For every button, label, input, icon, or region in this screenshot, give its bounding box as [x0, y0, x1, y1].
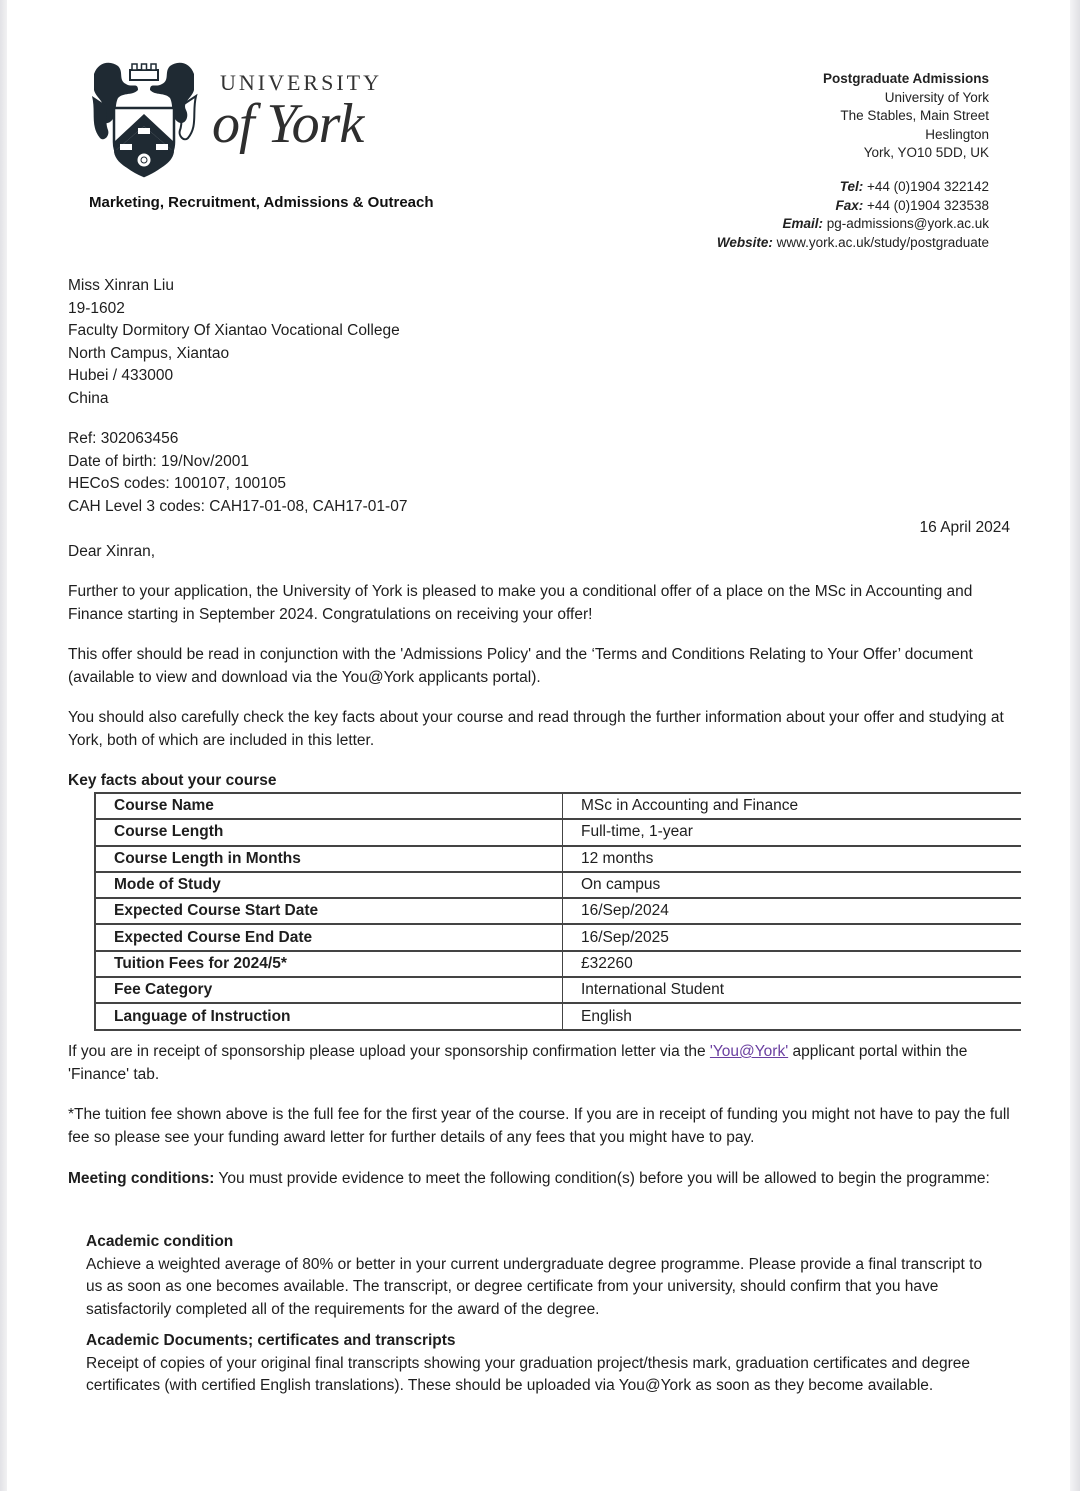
wordmark-university: UNIVERSITY — [220, 70, 382, 95]
sender-address-line: Heslington — [925, 126, 989, 142]
university-logo — [88, 56, 408, 181]
value-cell: MSc in Accounting and Finance — [563, 793, 1022, 819]
wordmark-of-york: of York — [212, 93, 364, 155]
meeting-conditions-text: You must provide evidence to meet the following condition(s) before you will be allowed to begin the programme: — [214, 1170, 990, 1187]
key-cell: Expected Course Start Date — [95, 898, 563, 924]
recipient-address-line: North Campus, Xiantao — [68, 344, 230, 362]
key-cell: Course Name — [95, 793, 563, 819]
website-value: www.york.ac.uk/study/postgraduate — [776, 234, 989, 250]
table-row — [95, 872, 1021, 898]
letter-date: 16 April 2024 — [919, 519, 1010, 536]
key-cell: Mode of Study — [95, 872, 563, 898]
paragraph-meeting-conditions — [68, 1168, 1018, 1191]
contact-fax — [717, 197, 989, 216]
website-label: Website: — [716, 234, 773, 250]
contact-email — [717, 215, 989, 234]
paragraph-offer: Further to your application, the University of York is pleased to make you a conditional offer of a place on the MSc in Accounting and Finance starting in September 2024. Congratulations on receiving your offer! — [68, 583, 973, 623]
value-cell: English — [563, 1003, 1022, 1029]
value-cell: International Student — [563, 977, 1022, 1003]
key-cell: Tuition Fees for 2024/5* — [95, 951, 563, 977]
table-row — [95, 951, 1021, 977]
page-edge-right — [1070, 0, 1080, 1491]
table-row — [95, 819, 1021, 845]
email-value: pg-admissions@york.ac.uk — [826, 216, 989, 232]
condition-documents — [86, 1330, 986, 1398]
sponsorship-text: If you are in receipt of sponsorship please upload your sponsorship confirmation letter via the — [68, 1043, 710, 1060]
email-label: Email: — [782, 216, 823, 232]
key-cell: Course Length — [95, 819, 563, 845]
sender-address-line: York, YO10 5DD, UK — [863, 145, 989, 161]
hecos-codes: HECoS codes: 100107, 100105 — [68, 475, 287, 492]
condition-heading: Academic Documents; certificates and transcripts — [86, 1332, 456, 1349]
sender-address-line: University of York — [884, 89, 989, 105]
paragraph-key-facts-intro: You should also carefully check the key facts about your course and read through the further information about your offer and studying at York, both of which are included in this letter. — [68, 709, 1004, 749]
value-cell: 12 months — [563, 846, 1022, 872]
value-cell: 16/Sep/2024 — [563, 898, 1022, 924]
sender-address-line: The Stables, Main Street — [840, 108, 989, 124]
key-cell: Language of Instruction — [95, 1003, 563, 1029]
table-row — [95, 977, 1021, 1003]
recipient-address-line: China — [68, 389, 109, 407]
key-facts-title: Key facts about your course — [68, 772, 277, 789]
sender-address — [823, 70, 989, 163]
paragraph-sponsorship — [68, 1041, 1018, 1086]
contact-website — [717, 234, 989, 253]
meeting-conditions-label: Meeting conditions: — [68, 1170, 215, 1187]
condition-text: Receipt of copies of your original final transcripts showing your graduation project/thesis mark, graduation certificates and degree certificates (with certified English translations). These should be uploaded via You@York as soon as they become available. — [86, 1354, 970, 1394]
table-row — [95, 1003, 1021, 1029]
salutation: Dear Xinran, — [68, 543, 156, 560]
sender-office: Postgraduate Admissions — [822, 71, 989, 86]
fax-value: +44 (0)1904 323538 — [867, 197, 989, 213]
recipient-address — [68, 275, 400, 410]
table-row — [95, 924, 1021, 950]
key-cell: Course Length in Months — [95, 846, 563, 872]
sponsorship-text-end: applicant portal within the 'Finance' tab. — [68, 1043, 968, 1083]
university-crest-icon — [88, 56, 200, 178]
recipient-address-line: Hubei / 433000 — [68, 367, 174, 384]
page-edge-left — [0, 0, 7, 1491]
recipient-name: Miss Xinran Liu — [68, 277, 174, 294]
fax-label: Fax: — [835, 197, 864, 213]
value-cell: Full-time, 1-year — [563, 819, 1022, 845]
paragraph-fee-note: *The tuition fee shown above is the full fee for the first year of the course. If you are in receipt of funding you might not have to pay the full fee so please see your funding award letter for further details of any fees that you might have to pay. — [68, 1106, 1010, 1146]
sender-contact — [717, 178, 989, 252]
applicant-references — [68, 428, 407, 518]
tel-label: Tel: — [839, 179, 864, 194]
date-of-birth: Date of birth: 19/Nov/2001 — [68, 452, 249, 470]
value-cell: On campus — [563, 872, 1022, 898]
table-row — [95, 846, 1021, 872]
table-row — [95, 898, 1021, 924]
key-cell: Expected Course End Date — [95, 924, 563, 950]
table-row — [95, 793, 1021, 819]
key-cell: Fee Category — [95, 977, 563, 1003]
paragraph-policy: This offer should be read in conjunction with the 'Admissions Policy' and the ‘Terms and Conditions Relating to Your Offer’ document (available to view and download via the You@York applicants portal). — [68, 646, 973, 686]
cah-codes: CAH Level 3 codes: CAH17-01-08, CAH17-01-07 — [68, 497, 408, 515]
condition-academic — [86, 1231, 986, 1321]
condition-text: Achieve a weighted average of 80% or better in your current undergraduate degree programme. Please provide a final transcript to us as soon as one becomes available. The transcript, or degree certificate from your university, should confirm that you have satisfactorily completed all of the requirements for the award of the degree. — [86, 1255, 983, 1318]
you-at-york-link[interactable]: 'You@York' — [709, 1043, 789, 1060]
tel-value: +44 (0)1904 322142 — [867, 179, 989, 194]
recipient-address-line: Faculty Dormitory Of Xiantao Vocational College — [68, 322, 400, 339]
condition-heading: Academic condition — [86, 1233, 234, 1250]
value-cell: £32260 — [563, 951, 1022, 977]
ref-number: Ref: 302063456 — [68, 430, 179, 447]
contact-tel — [717, 178, 989, 197]
key-facts-table — [94, 792, 1021, 1031]
value-cell: 16/Sep/2025 — [563, 924, 1022, 950]
department-name: Marketing, Recruitment, Admissions & Outreach — [89, 194, 434, 211]
recipient-address-line: 19-1602 — [68, 299, 125, 317]
